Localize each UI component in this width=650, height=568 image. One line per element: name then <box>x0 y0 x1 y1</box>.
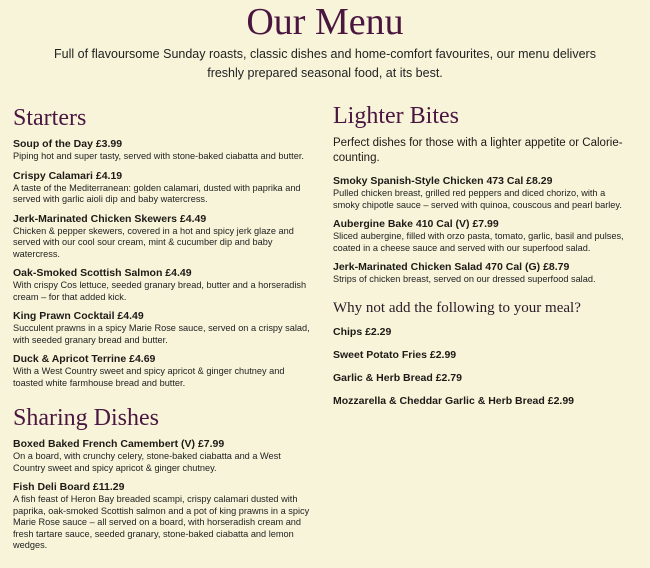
item-name: Duck & Apricot Terrine £4.69 <box>13 353 156 365</box>
item-name: Fish Deli Board £11.29 <box>13 481 125 493</box>
extras-heading: Why not add the following to your meal? <box>333 299 581 316</box>
item-name: King Prawn Cocktail £4.49 <box>13 310 144 322</box>
item-description: On a board, with crunchy celery, stone-baked ciabatta and a West Country sweet and spicy apricot & ginger chutney. <box>13 451 281 473</box>
menu-title: Our Menu <box>246 1 404 43</box>
menu-item <box>13 310 313 346</box>
extra-item: Garlic & Herb Bread £2.79 <box>333 371 462 384</box>
item-name: Soup of the Day £3.99 <box>13 138 123 150</box>
menu-intro: Full of flavoursome Sunday roasts, classic dishes and home-comfort favourites, our menu delivers freshly prepared seasonal food, at its best. <box>54 47 596 80</box>
item-description: Chicken & pepper skewers, covered in a hot and spicy jerk glaze and served with our cool sour cream, mint & cucumber dip and baby watercress. <box>13 225 294 259</box>
item-name: Jerk-Marinated Chicken Skewers £4.49 <box>13 212 207 225</box>
right-column <box>333 102 633 418</box>
item-name: Boxed Baked French Camembert (V) £7.99 <box>13 438 225 450</box>
starters-heading: Starters <box>13 105 87 131</box>
item-description: A fish feast of Heron Bay breaded scampi, crispy calamari dusted with paprika, oak-smoked Scottish salmon and a pot of king prawns in a spicy Marie Rose sauce – all served on a board, with horseradish cream and fresh tartare sauce, seeded granary, stone-baked ciabatta and lemon wedges. <box>13 494 310 550</box>
lighter-bites-intro: Perfect dishes for those with a lighter appetite or Calorie-counting. <box>333 137 623 164</box>
menu-item <box>13 438 313 474</box>
item-description: A taste of the Mediterranean: golden calamari, dusted with paprika and served with garlic aioli dip and baby watercress. <box>13 182 301 204</box>
left-column <box>13 104 313 559</box>
menu-item <box>13 213 313 261</box>
item-name: Smoky Spanish-Style Chicken 473 Cal £8.29 <box>333 175 553 187</box>
menu-item <box>13 481 313 552</box>
item-name: Jerk-Marinated Chicken Salad 470 Cal (G) £8.79 <box>333 261 570 273</box>
menu-item <box>13 170 313 206</box>
extra-item: Sweet Potato Fries £2.99 <box>333 348 457 361</box>
item-description: Piping hot and super tasty, served with stone-baked ciabatta and butter. <box>13 151 304 161</box>
item-description: Sliced aubergine, filled with orzo pasta, tomato, garlic, basil and pulses, coated in a cheese sauce and served with our superfood salad. <box>333 231 624 253</box>
item-description: With a West Country sweet and spicy apricot & ginger chutney and toasted white farmhouse bread and butter. <box>13 366 285 388</box>
item-name: Oak-Smoked Scottish Salmon £4.49 <box>13 267 192 279</box>
lighter-bites-heading: Lighter Bites <box>333 103 459 129</box>
sharing-heading: Sharing Dishes <box>13 405 159 431</box>
menu-item <box>333 261 633 286</box>
item-name: Crispy Calamari £4.19 <box>13 169 123 182</box>
item-description: Strips of chicken breast, served on our dressed superfood salad. <box>333 274 596 284</box>
item-description: Succulent prawns in a spicy Marie Rose sauce, served on a crispy salad, with seeded granary bread and butter. <box>13 323 310 345</box>
menu-item <box>333 218 633 254</box>
item-name: Aubergine Bake 410 Cal (V) £7.99 <box>333 218 499 230</box>
menu-item <box>333 175 633 211</box>
menu-item <box>13 138 313 163</box>
extra-item: Mozzarella & Cheddar Garlic & Herb Bread £2.99 <box>333 394 575 407</box>
menu-item <box>13 267 313 303</box>
menu-item <box>13 353 313 389</box>
extra-item: Chips £2.29 <box>333 325 392 338</box>
item-description: With crispy Cos lettuce, seeded granary bread, butter and a horseradish cream – for that added kick. <box>13 280 307 302</box>
item-description: Pulled chicken breast, grilled red peppers and diced chorizo, with a smoky chipotle sauce – served with quinoa, couscous and pearl barley. <box>333 188 622 210</box>
